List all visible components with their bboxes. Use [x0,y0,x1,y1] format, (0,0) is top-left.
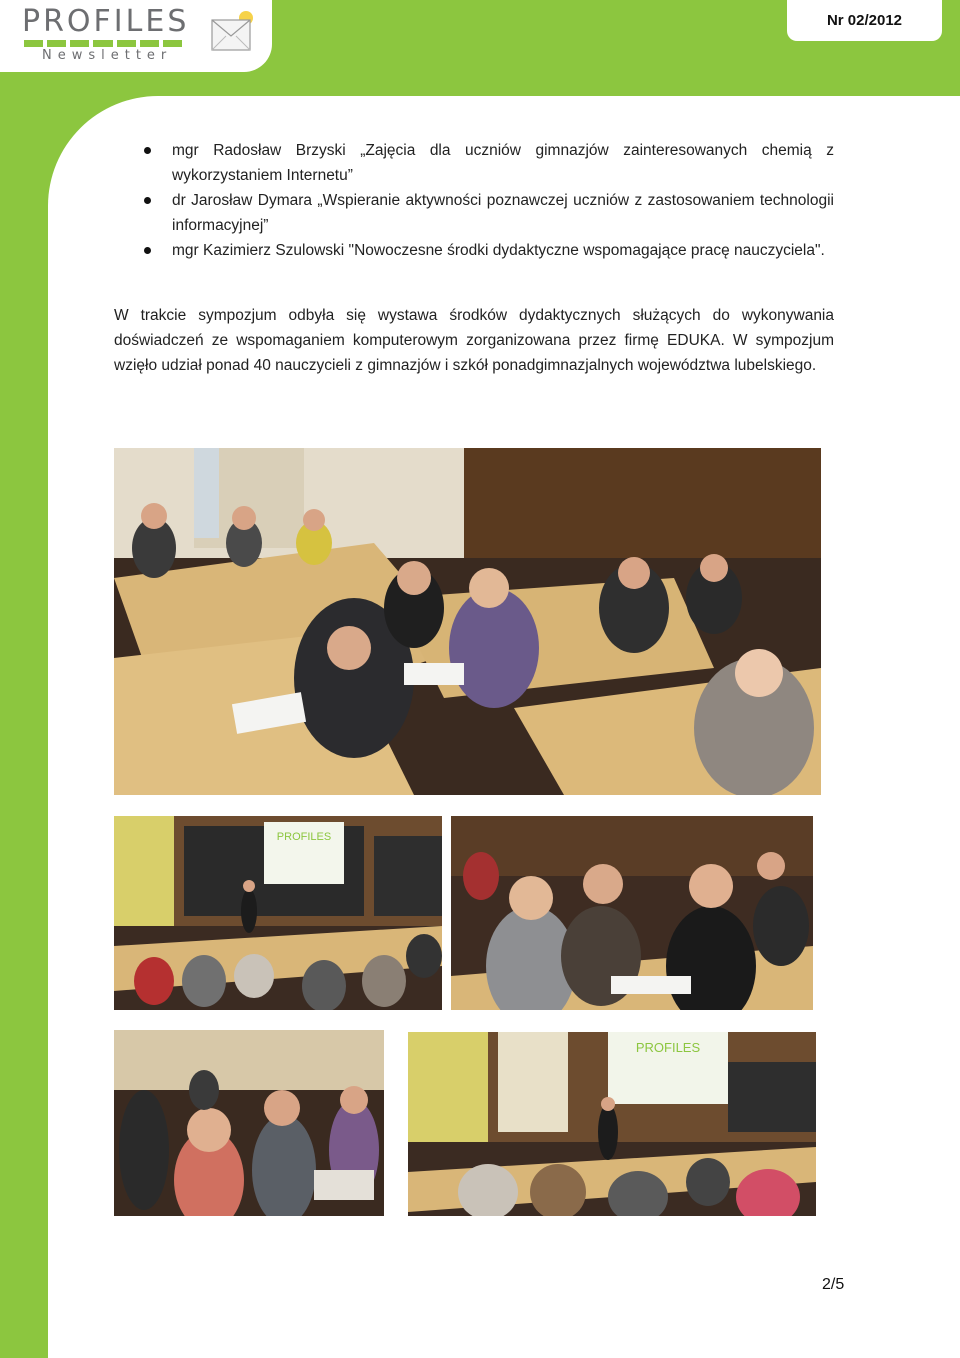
body-paragraph: W trakcie sympozjum odbyła się wystawa środków dydaktycznych służących do wykonywania doświadczeń ze wspomaganiem komputerowym zorganizowana przez firmę EDUKA. W sympozjum wzięło udział ponad 40 nauczycieli z gimnazjów i szkół ponadgimnazjalnych województwa lubelskiego. [114,307,834,374]
list-item: mgr Radosław Brzyski „Zajęcia dla uczniów gimnazjów zainteresowanych chemią z wykorzystaniem Internetu” [114,138,834,188]
list-item: mgr Kazimierz Szulowski "Nowoczesne środki dydaktyczne wspomagające pracę nauczyciela". [114,238,834,263]
list-item: dr Jarosław Dymara „Wspieranie aktywności poznawczej uczniów z zastosowaniem technologii informacyjnej” [114,188,834,238]
logo [0,0,272,72]
photo-lecture-wide [408,1032,816,1216]
speaker-list [114,138,834,263]
photo-exhibition [114,1030,384,1216]
photo-lecture-projector [114,816,442,1010]
projector-screen-text: PROFILES [635,1040,701,1055]
envelope-icon [208,8,256,56]
logo-bars [24,40,182,47]
page-number: 2/5 [822,1276,845,1293]
issue-number: Nr 02/2012 [787,0,942,41]
main-text [114,138,834,378]
logo-subtitle: Newsletter [42,48,173,63]
photo-classroom-main [114,448,821,795]
logo-title: PROFILES [22,4,190,39]
projector-screen-text: PROFILES [276,831,332,843]
photo-teachers-seated [451,816,813,1010]
